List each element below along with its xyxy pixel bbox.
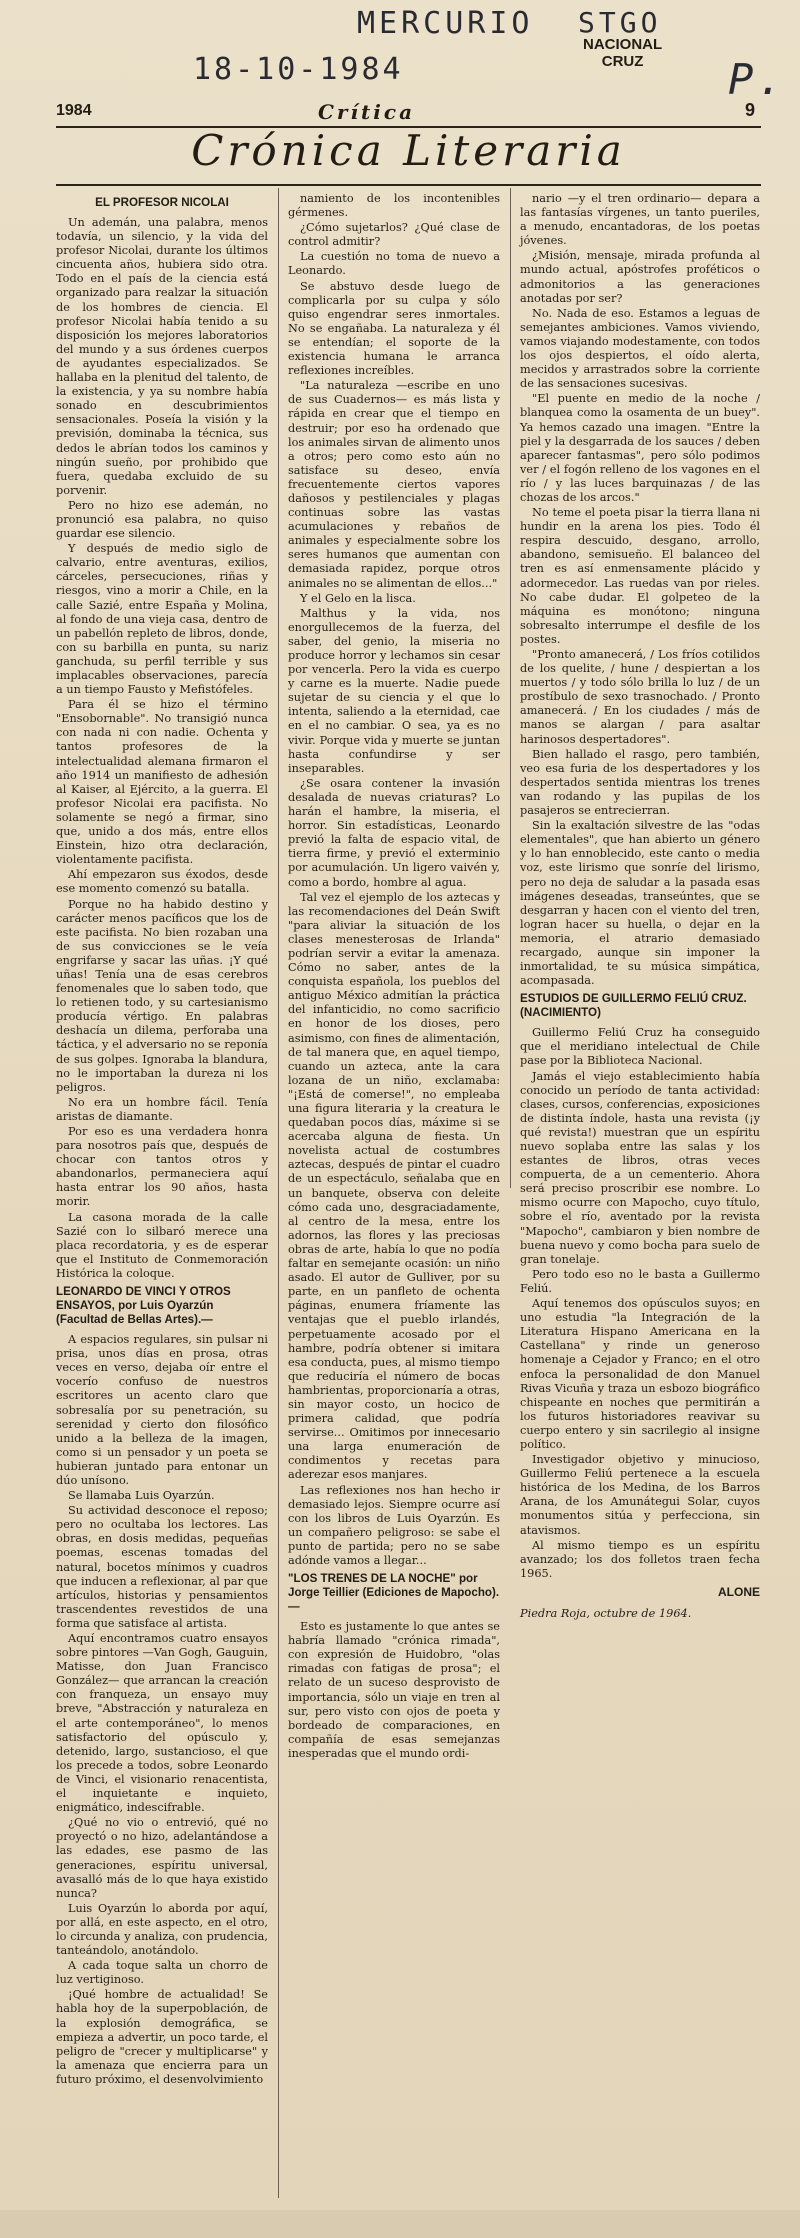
section-heading: EL PROFESOR NICOLAI bbox=[95, 196, 229, 209]
paragraph: Jamás el viejo establecimiento había conocido un período de tanta actividad: clases, cursos, conferencias, exposiciones de distinta índole, hasta una revista (¡y qué revista!) muestran que un espíritu nuevo soplaba entre las salas y los estantes de libros, otras veces compuerta, de a un cementerio. Ahora será preciso proscribir ese nombre. Lo mismo ocurre con Mapocho, cuyo título, sobre el río, aventado por la revista "Mapocho", cambiaron y bien nombre de buena nuevo y como bocha para suelo de gran tonelaje. bbox=[520, 1069, 761, 1266]
paragraph: Malthus y la vida, nos enorgullecemos de la fuerza, del saber, del genio, la miseria no produce horror y lechamos sin cesar por vencerla. Pero la vida es cuerpo y carne es la muerte. Nadie puede sujetar de su ciencia y el que lo intenta, saliendo a la eternidad, cae en el no cambiar. O sea, ya es no vivir. Porque vida y muerte se juntan hasta confundirse y ser inseparables. bbox=[288, 606, 500, 775]
paragraph: Guillermo Feliú Cruz ha conseguido que el meridiano intelectual de Chile pase por la Biblioteca Nacional. bbox=[520, 1026, 760, 1068]
paragraph: namiento de los incontenibles gérmenes. bbox=[288, 192, 500, 220]
column-3 bbox=[520, 192, 760, 1622]
article-body bbox=[520, 1026, 760, 1581]
author-signature: ALONE bbox=[718, 1584, 760, 1599]
running-head-section: Crítica bbox=[318, 100, 416, 124]
paragraph: Se abstuvo desde luego de complicarla por su culpa y sólo quiso engendrar seres inmortales. No se engañaba. La naturaleza y él se entendían; el soporte de la existencia humana le arranca reflexiones increíbles. bbox=[288, 279, 500, 378]
section-heading: ESTUDIOS DE GUILLERMO FELIÚ CRUZ. (NACIMIENTO) bbox=[520, 992, 747, 1020]
column-divider bbox=[278, 188, 279, 2198]
paragraph: Sin la exaltación silvestre de las "odas elementales", que han abierto un género y lo han ennoblecido, este canto o media voz, este lirismo que sonríe del lirismo, pero no deja de saludar a la pasada esas imágenes deseadas, transeúntes, que se desgarran y hacen con el viento del tren, logran hacer su huella, o dejar en la memoria, el atrario demasiado recargado, aunque sin imponer la inmortalidad, te su música simpática, acompasada. bbox=[520, 819, 760, 988]
clipping-bottom-edge bbox=[0, 2210, 800, 2238]
stamp-line-2: CRUZ bbox=[601, 53, 644, 70]
paragraph: "El puente en medio de la noche / blanquea como la osamenta de un buey". Ya hemos cazado una imagen. "Entre la piel y la desgarrada de los sauces / deben aparecer fantasmas", pero sólo podimos ver / el fogón relleno de los vagones en el río / y las luces barquinazas / de las chozas de los arcos." bbox=[520, 392, 760, 504]
paragraph: ¿Misión, mensaje, mirada profunda al mundo actual, apóstrofes proféticos o admonitorios a las generaciones anotadas por ser? bbox=[520, 249, 760, 305]
paragraph: ¿Cómo sujetarlos? ¿Qué clase de control admitir? bbox=[288, 221, 500, 249]
section-heading: LEONARDO DE VINCI Y OTROS ENSAYOS, por Luis Oyarzún (Facultad de Bellas Artes).— bbox=[56, 1285, 231, 1327]
paragraph: Ahí empezaron sus éxodos, desde ese momento comenzó su batalla. bbox=[56, 868, 268, 896]
paragraph: Porque no ha habido destino y carácter menos pacíficos que los de este pacifista. No bien rozaban una de sus convicciones se le veía engrifarse y sacar las uñas. ¡Y qué uñas! Tenía una de esas cerebros fenomenales que lo saben todo, que lo retienen todo, y su cartesianismo producía vértigo. En palabras deshacía un dilema, perforaba una táctica, y el adversario no se reponía de sus golpes. Ignoraba la blandura, no le importaban la dureza ni los peligros. bbox=[56, 897, 268, 1094]
paragraph: Y el Gelo en la lisca. bbox=[300, 591, 416, 605]
page-title: Crónica Literaria bbox=[191, 126, 626, 175]
running-head bbox=[56, 100, 761, 128]
handwritten-city: STGO bbox=[578, 6, 662, 39]
handwritten-mark: P. bbox=[728, 55, 787, 104]
dateline: Piedra Roja, octubre de 1964. bbox=[520, 1607, 692, 1620]
paragraph: ¿Se osara contener la invasión desalada de nuevas criaturas? Lo harán el hambre, la miseria, el horror. Sin estadísticas, Leonardo previó la falta de espacio vital, de tierra firme, y previó el exterminio por acumulación. Un ligero vaivén y, como a bordo, hombre al agua. bbox=[288, 776, 500, 889]
paragraph: Bien hallado el rasgo, pero también, veo esa furia de los despertadores y los despertados sentida mientras los trenes van rodando y las pupilas de los pasajeros se entrecierran. bbox=[520, 747, 760, 818]
running-head-page: 9 bbox=[744, 100, 755, 120]
article-body bbox=[288, 1620, 500, 1761]
library-stamp bbox=[583, 36, 662, 70]
column-1 bbox=[56, 192, 268, 2088]
paragraph: ¿Qué no vio o entrevió, qué no proyectó o no hizo, adelantándose a las edades, ese pasmo de las generaciones, espíritu universal, avasalló más de lo que haya existido nunca? bbox=[56, 1816, 268, 1900]
paragraph: Su actividad desconoce el reposo; pero no ocultaba los lectores. Las obras, en dosis medidas, pequeñas poemas, escenas tomadas del natural, bocetos mínimos y cuadros que inducen a reflexionar, al par que artículos, historias y pensamientos trascendentes revestidos de una forma que satisface al artista. bbox=[56, 1504, 268, 1630]
paragraph: No. Nada de eso. Estamos a leguas de semejantes ambiciones. Vamos viviendo, vamos viajando modestamente, con todos los ojos despiertos, el oído alerta, mecidos y arrastrados sobre la corriente de las sensaciones sucesivas. bbox=[520, 306, 760, 391]
article-body bbox=[56, 216, 268, 1281]
paragraph: Pero no hizo ese ademán, no pronunció esa palabra, no quiso guardar ese silencio. bbox=[56, 498, 268, 541]
paragraph: nario —y el tren ordinario— depara a las fantasías vírgenes, un tanto pueriles, a menudo, encantadoras, de los poetas jóvenes. bbox=[520, 192, 760, 248]
paragraph: Por eso es una verdadera honra para nosotros país que, después de chocar con tantos otros y abandonarlos, permaneciera aquí hasta entrar los 90 años, hasta morir. bbox=[56, 1125, 268, 1209]
paragraph: "Pronto amanecerá, / Los fríos cotilidos de los quelite, / hune / despiertan a los muertos / y todo sólo brilla lo luz / de un prostíbulo de sexo trasnochado. / Pronto amanecerá. / En los ciudades / más de manos se alargan / para asaltar harinosos despertadores". bbox=[520, 648, 760, 746]
column-2 bbox=[288, 192, 500, 1762]
paragraph: Y después de medio siglo de calvario, entre aventuras, exilios, cárceles, persecuciones, riñas y riesgos, vino a morir a Chile, en la calle Sazié, entre España y Molina, al fondo de una vieja casa, dentro de un pabellón repleto de libros, donde, con su barbilla en punta, su nariz ganchuda, su perfil terrible y sus implacables observaciones, parecía a un tiempo Fausto y Mefistófeles. bbox=[56, 542, 268, 697]
paragraph: La casona morada de la calle Sazié con lo silbaró merece una placa recordatoria, y es de esperar que el Instituto de Conmemoración Histórica la coloque. bbox=[56, 1210, 268, 1280]
title-rule bbox=[56, 184, 761, 186]
paragraph: A espacios regulares, sin pulsar ni prisa, unos días en prosa, otras veces en verso, dejaba oír entre el vocerío confuso de nuestros escritores un acento claro que sobresalía por su penetración, su serenidad y cierto don filosófico unido a la belleza de la imagen, como si un pensador y un poeta se hubieran juntado para entonar un dúo unísono. bbox=[56, 1333, 268, 1487]
paragraph: Investigador objetivo y minucioso, Guillermo Feliú pertenece a la escuela histórica de los Medina, de los Barros Arana, de los Amunátegui Solar, cuyos monumentos sitúa y perfecciona, sin atavismos. bbox=[520, 1453, 760, 1537]
paragraph: Las reflexiones nos han hecho ir demasiado lejos. Siempre ocurre así con los libros de Luis Oyarzún. Es un compañero peligroso: se sabe el punto de partida; pero no se sabe adónde vamos a llegar... bbox=[288, 1483, 500, 1567]
paragraph: Al mismo tiempo es un espíritu avanzado; los dos folletos traen fecha 1965. bbox=[520, 1538, 760, 1580]
paragraph: Luis Oyarzún lo aborda por aquí, por allá, en este aspecto, en el otro, lo circunda y analiza, con prudencia, tanteándolo, anotándolo. bbox=[56, 1901, 268, 1958]
article-body bbox=[288, 192, 500, 1568]
paragraph: A cada toque salta un chorro de luz vertiginoso. bbox=[56, 1959, 268, 1987]
paragraph: No teme el poeta pisar la tierra llana ni hundir en la arena los pies. Todo él respira descuido, desgano, arrollo, abandono, semisueño. El balanceo del tren es así enmensamente plácido y adormecedor. Las ruedas van por rieles. No cabe dudar. El golpeteo de la máquina es monótono; ninguna sobresalto interrumpe el desfile de los postes. bbox=[520, 506, 760, 646]
article-body bbox=[56, 1333, 268, 2087]
paragraph: Tal vez el ejemplo de los aztecas y las recomendaciones del Deán Swift "para aliviar la situación de los clases menesterosas de Irlanda" podrían servir a evitar la amenaza. Cómo no saber, antes de la conquista española, los pueblos del antiguo México admitían la práctica del infanticidio, no como sacrificio en honor de los dioses, pero asimismo, con fines de alimentación, de tal manera que, en aquel tiempo, cuando un azteca, ante la cara lozana de un niño, exclamaba: "¡Está de comerse!", no empleaba una figura literaria y la creatura le quedaban pocos días, máxime si se acercaba alguna de fiesta. Un novelista actual de costumbres aztecas, después de pintar el cuadro de un espectáculo, señalaba que en un banquete, observa con deleite cómo cada uno, desgraciadamente, al centro de la mesa, entre los adornos, las flores y las preciosas obras de arte, había lo que no podía faltar en semejante ocasión: un niño asado. El autor de Gulliver, por su parte, en un panfleto de ochenta páginas, enumera fríamente las ventajas que el pueblo irlandés, perpetuamente acosado por el hambre, podría obtener si imitara esa conducta, pues, al mismo tiempo que reduciría el número de bocas hambrientas, proporcionaría a otras, sin mayor costo, un hocico de primera calidad, que podría servirse... Omitimos por innecesario una larga enumeración de condimentos y recetas para aderezar esos manjares. bbox=[288, 890, 500, 1482]
handwritten-date: 18-10-1984 bbox=[193, 52, 404, 87]
paragraph: ¡Qué hombre de actualidad! Se habla hoy de la superpoblación, de la explosión demográfica, se empieza a advertir, un poco tarde, el peligro de "crecer y multiplicarse" y la amenaza que encierra para un futuro próximo, el desenvolvimiento bbox=[56, 1988, 268, 2086]
paragraph: Esto es justamente lo que antes se habría llamado "crónica rimada", con expresión de Huidobro, "olas rimadas con fatigas de prosa"; el relato de un suceso desprovisto de importancia, sólo un viaje en tren al sur, pero visto con ojos de poeta y bordeado de comparaciones, en compañía de esas semejanzas inesperadas que el mundo ordi- bbox=[288, 1620, 500, 1760]
paragraph: Un ademán, una palabra, menos todavía, un silencio, y la vida del profesor Nicolai, durante los últimos cincuenta años, hubiera sido otra. Todo en el país de la ciencia está organizado para realzar la situación de los hombres de ciencia. El profesor Nicolai había tenido a su disposición los mejores laboratorios del mundo y a sus órdenes cuerpos de ayudantes especializados. Se hallaba en la plenitud del talento, de la existencia, y ya su nombre había sonado en descubrimientos sensacionales. Poseía la visión y la previsión, dominaba la técnica, sus dedos le abrían todos los caminos y ningún sueño, por prohibido que fuera, quedaba excluido de su porvenir. bbox=[56, 216, 268, 497]
paragraph: Aquí tenemos dos opúsculos suyos; en uno estudia "la Integración de la Literatura Hispano Americana en la Castellana" y rinde un generoso homenaje a Cejador y Franco; en el otro enfoca la personalidad de don Manuel Rivas Vicuña y traza un esbozo biográfico chispeante en noches que permitirán a los futuros historiadores reavivar su cuerpo entero y sin sacrilegio al insigne político. bbox=[520, 1297, 760, 1451]
paragraph: Aquí encontramos cuatro ensayos sobre pintores —Van Gogh, Gauguin, Matisse, don Juan Francisco González— que arrancan la creación con franqueza, un ensayo muy breve, "Abstracción y naturaleza en el arte contemporáneo", lo menos satisfactorio del opúsculo y, detenido, largo, sustancioso, el que los precede a todos, sobre Leonardo de Vinci, el visionario renacentista, el inquietante e inquieto, enigmático, indescifrable. bbox=[56, 1632, 268, 1815]
paragraph: Se llamaba Luis Oyarzún. bbox=[68, 1489, 215, 1503]
paragraph: La cuestión no toma de nuevo a Leonardo. bbox=[288, 250, 500, 278]
running-head-year: 1984 bbox=[56, 102, 92, 119]
handwritten-newspaper-name: MERCURIO bbox=[357, 6, 534, 41]
paragraph: No era un hombre fácil. Tenía aristas de diamante. bbox=[56, 1095, 268, 1123]
section-heading: "LOS TRENES DE LA NOCHE" por Jorge Teillier (Ediciones de Mapocho).— bbox=[288, 1572, 500, 1614]
stamp-line-1: NACIONAL bbox=[583, 36, 663, 53]
paragraph: "La naturaleza —escribe en uno de sus Cuadernos— es más lista y rápida en crear que el tiempo en destruir; por eso ha ordenado que los animales sirvan de alimento unos a otros; pero como esto aún no satisface su deseo, envía frecuentemente ciertos vapores dañosos y pestilenciales y plagas continuas sobre las vastas acumulaciones y rebaños de animales y especialmente sobre los seres humanos que aumentan con demasiada rapidez, porque otros animales no se alimentan de ellos..." bbox=[288, 379, 500, 590]
column-divider bbox=[510, 188, 511, 1188]
paragraph: Pero todo eso no le basta a Guillermo Feliú. bbox=[520, 1267, 760, 1295]
article-body bbox=[520, 192, 760, 988]
paragraph: Para él se hizo el término "Ensobornable". No transigió nunca con nada ni con nadie. Ochenta y tantos profesores de la intelectualidad alemana firmaron el año 1914 un manifiesto de adhesión al Kaiser, al Ejército, a la guerra. El profesor Nicolai era pacifista. No solamente se negó a firmar, sino que, unido a dos más, entre ellos Einstein, hizo otra declaración, violentamente pacifista. bbox=[56, 698, 268, 867]
